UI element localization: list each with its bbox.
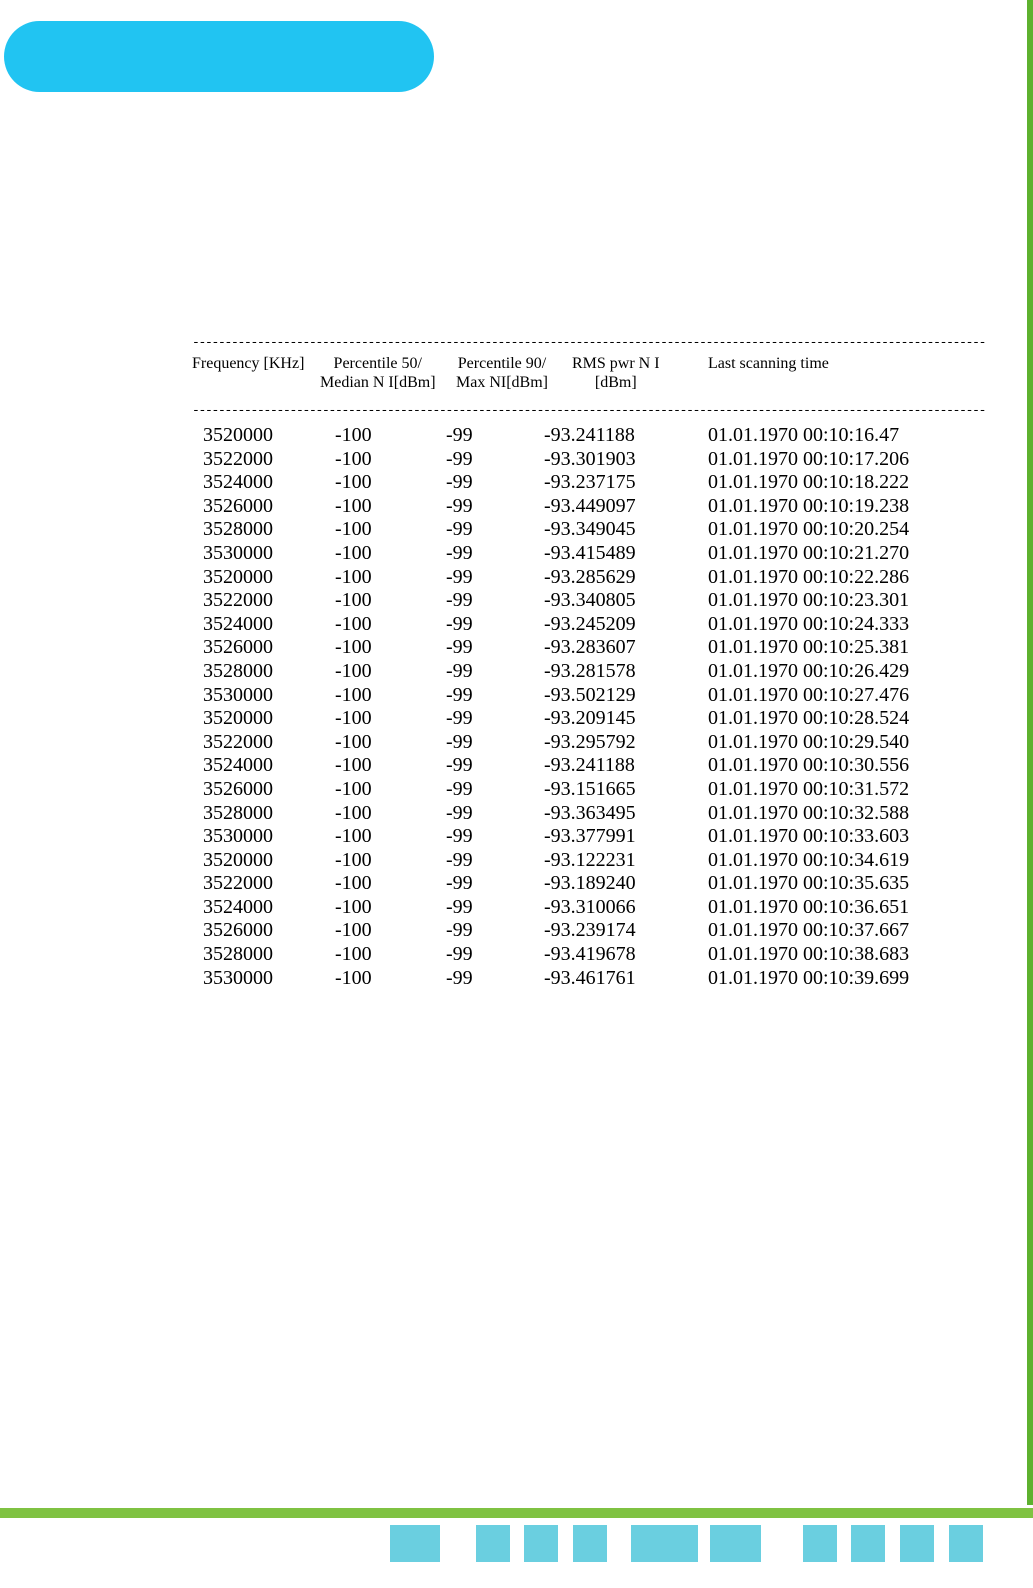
cell-rms-power: -93.237175 [544,471,636,494]
cell-percentile-90: -99 [446,707,473,730]
cell-rms-power: -93.295792 [544,730,636,753]
table-row [192,660,922,684]
cell-rms-power: -93.122231 [544,848,636,871]
cell-scan-time: 01.01.1970 00:10:20.254 [708,518,910,541]
cell-frequency: 3530000 [203,825,273,848]
footer-decorative-block [949,1525,983,1562]
table-row [192,424,922,448]
cell-percentile-90: -99 [446,589,473,612]
cell-scan-time: 01.01.1970 00:10:35.635 [708,872,910,895]
table-row [192,919,922,943]
cell-percentile-50: -100 [335,636,372,659]
cell-percentile-90: -99 [446,636,473,659]
cell-rms-power: -93.283607 [544,636,636,659]
cell-percentile-50: -100 [335,612,372,635]
cell-percentile-50: -100 [335,777,372,800]
table-row [192,495,922,519]
cell-percentile-90: -99 [446,730,473,753]
cell-frequency: 3526000 [203,919,273,942]
cell-frequency: 3522000 [203,447,273,470]
footer-decorative-block [803,1525,837,1562]
table-row [192,684,922,708]
cell-rms-power: -93.502129 [544,683,636,706]
table-row [192,471,922,495]
cell-scan-time: 01.01.1970 00:10:36.651 [708,895,910,918]
cell-percentile-50: -100 [335,518,372,541]
cell-percentile-50: -100 [335,801,372,824]
cell-percentile-50: -100 [335,424,372,446]
cell-scan-time: 01.01.1970 00:10:22.286 [708,565,910,588]
cell-percentile-90: -99 [446,872,473,895]
cell-scan-time: 01.01.1970 00:10:37.667 [708,919,910,942]
table-row [192,636,922,660]
table-row [192,802,922,826]
cell-percentile-50: -100 [335,683,372,706]
cell-scan-time: 01.01.1970 00:10:31.572 [708,777,910,800]
footer-decorative-block [631,1525,698,1562]
cell-percentile-50: -100 [335,494,372,517]
cell-scan-time: 01.01.1970 00:10:33.603 [708,825,910,848]
cell-rms-power: -93.310066 [544,895,636,918]
cell-scan-time: 01.01.1970 00:10:30.556 [708,754,910,777]
footer-decorative-block [390,1525,440,1562]
table-row [192,896,922,920]
table-row [192,518,922,542]
cell-percentile-50: -100 [335,825,372,848]
cell-percentile-50: -100 [335,943,372,966]
table-row [192,967,922,991]
cell-rms-power: -93.241188 [544,424,635,446]
cell-scan-time: 01.01.1970 00:10:21.270 [708,541,910,564]
cell-frequency: 3530000 [203,683,273,706]
cell-scan-time: 01.01.1970 00:10:24.333 [708,612,910,635]
cell-rms-power: -93.209145 [544,707,636,730]
cell-percentile-50: -100 [335,754,372,777]
cell-rms-power: -93.449097 [544,494,636,517]
cell-frequency: 3520000 [203,848,273,871]
cell-scan-time: 01.01.1970 00:10:38.683 [708,943,910,966]
table-row [192,589,922,613]
table-row [192,448,922,472]
scan-results-table [192,335,986,990]
cell-percentile-90: -99 [446,424,473,446]
cell-scan-time: 01.01.1970 00:10:39.699 [708,966,910,989]
footer-decorative-block [851,1525,885,1562]
cell-rms-power: -93.189240 [544,872,636,895]
table-row [192,566,922,590]
cell-percentile-50: -100 [335,541,372,564]
cell-scan-time: 01.01.1970 00:10:16.47 [708,424,900,446]
cell-frequency: 3520000 [203,424,273,446]
cell-frequency: 3526000 [203,636,273,659]
cell-frequency: 3524000 [203,895,273,918]
cell-rms-power: -93.349045 [544,518,636,541]
cell-frequency: 3526000 [203,777,273,800]
header-banner [4,21,434,92]
cell-rms-power: -93.415489 [544,541,636,564]
cell-percentile-90: -99 [446,943,473,966]
table-row [192,707,922,731]
footer-decorative-block [476,1525,510,1562]
cell-percentile-50: -100 [335,872,372,895]
cell-percentile-50: -100 [335,966,372,989]
cell-scan-time: 01.01.1970 00:10:18.222 [708,471,910,494]
cell-scan-time: 01.01.1970 00:10:34.619 [708,848,910,871]
cell-scan-time: 01.01.1970 00:10:32.588 [708,801,910,824]
cell-percentile-90: -99 [446,895,473,918]
footer-decorative-block [900,1525,934,1562]
header-rms-power: RMS pwr N I [dBm] [572,355,660,391]
table-row [192,849,922,873]
cell-scan-time: 01.01.1970 00:10:25.381 [708,636,910,659]
header-percentile-50: Percentile 50/ Median N I[dBm] [320,355,436,391]
cell-percentile-90: -99 [446,494,473,517]
cell-rms-power: -93.340805 [544,589,636,612]
cell-percentile-50: -100 [335,730,372,753]
header-frequency: Frequency [KHz] [192,355,305,372]
cell-rms-power: -93.285629 [544,565,636,588]
cell-percentile-90: -99 [446,471,473,494]
cell-frequency: 3522000 [203,872,273,895]
cell-percentile-50: -100 [335,848,372,871]
cell-percentile-90: -99 [446,659,473,682]
table-row [192,872,922,896]
table-row [192,778,922,802]
cell-scan-time: 01.01.1970 00:10:26.429 [708,659,910,682]
footer-decorative-block [573,1525,607,1562]
cell-frequency: 3524000 [203,612,273,635]
table-top-rule: -------------------------------------------------------------------------------------------------------------------------- [192,335,986,350]
cell-percentile-90: -99 [446,825,473,848]
cell-scan-time: 01.01.1970 00:10:17.206 [708,447,910,470]
table-header-rule: -------------------------------------------------------------------------------------------------------------------------- [192,403,986,418]
cell-percentile-90: -99 [446,801,473,824]
cell-frequency: 3522000 [203,589,273,612]
cell-scan-time: 01.01.1970 00:10:28.524 [708,707,910,730]
cell-percentile-50: -100 [335,565,372,588]
cell-rms-power: -93.419678 [544,943,636,966]
table-row [192,825,922,849]
cell-frequency: 3528000 [203,801,273,824]
cell-frequency: 3522000 [203,730,273,753]
cell-rms-power: -93.281578 [544,659,636,682]
footer-decorative-block [710,1525,761,1562]
table-body [192,424,922,990]
header-last-scanning-time: Last scanning time [708,355,829,372]
table-header [192,354,922,404]
cell-percentile-50: -100 [335,659,372,682]
cell-percentile-50: -100 [335,895,372,918]
cell-frequency: 3524000 [203,471,273,494]
cell-frequency: 3524000 [203,754,273,777]
cell-percentile-90: -99 [446,565,473,588]
table-row [192,754,922,778]
cell-percentile-90: -99 [446,754,473,777]
cell-rms-power: -93.377991 [544,825,636,848]
cell-percentile-50: -100 [335,589,372,612]
cell-percentile-90: -99 [446,541,473,564]
cell-percentile-90: -99 [446,683,473,706]
header-percentile-90: Percentile 90/ Max NI[dBm] [456,355,548,391]
cell-scan-time: 01.01.1970 00:10:29.540 [708,730,910,753]
cell-percentile-90: -99 [446,447,473,470]
right-edge-accent [1027,0,1033,1505]
cell-rms-power: -93.241188 [544,754,635,777]
cell-rms-power: -93.461761 [544,966,636,989]
table-row [192,943,922,967]
cell-frequency: 3528000 [203,943,273,966]
cell-percentile-50: -100 [335,447,372,470]
cell-rms-power: -93.301903 [544,447,636,470]
cell-rms-power: -93.151665 [544,777,636,800]
cell-percentile-90: -99 [446,848,473,871]
cell-percentile-90: -99 [446,777,473,800]
cell-percentile-90: -99 [446,966,473,989]
cell-percentile-90: -99 [446,919,473,942]
cell-frequency: 3528000 [203,518,273,541]
footer-divider [0,1508,1033,1518]
cell-percentile-90: -99 [446,612,473,635]
cell-frequency: 3528000 [203,659,273,682]
table-row [192,613,922,637]
cell-frequency: 3530000 [203,541,273,564]
cell-percentile-50: -100 [335,471,372,494]
cell-rms-power: -93.363495 [544,801,636,824]
footer-decorative-block [524,1525,558,1562]
cell-percentile-90: -99 [446,518,473,541]
cell-percentile-50: -100 [335,919,372,942]
cell-frequency: 3520000 [203,565,273,588]
cell-rms-power: -93.245209 [544,612,636,635]
cell-rms-power: -93.239174 [544,919,636,942]
cell-scan-time: 01.01.1970 00:10:27.476 [708,683,910,706]
table-row [192,731,922,755]
cell-scan-time: 01.01.1970 00:10:19.238 [708,494,910,517]
cell-frequency: 3520000 [203,707,273,730]
table-row [192,542,922,566]
cell-frequency: 3526000 [203,494,273,517]
cell-percentile-50: -100 [335,707,372,730]
cell-scan-time: 01.01.1970 00:10:23.301 [708,589,910,612]
cell-frequency: 3530000 [203,966,273,989]
